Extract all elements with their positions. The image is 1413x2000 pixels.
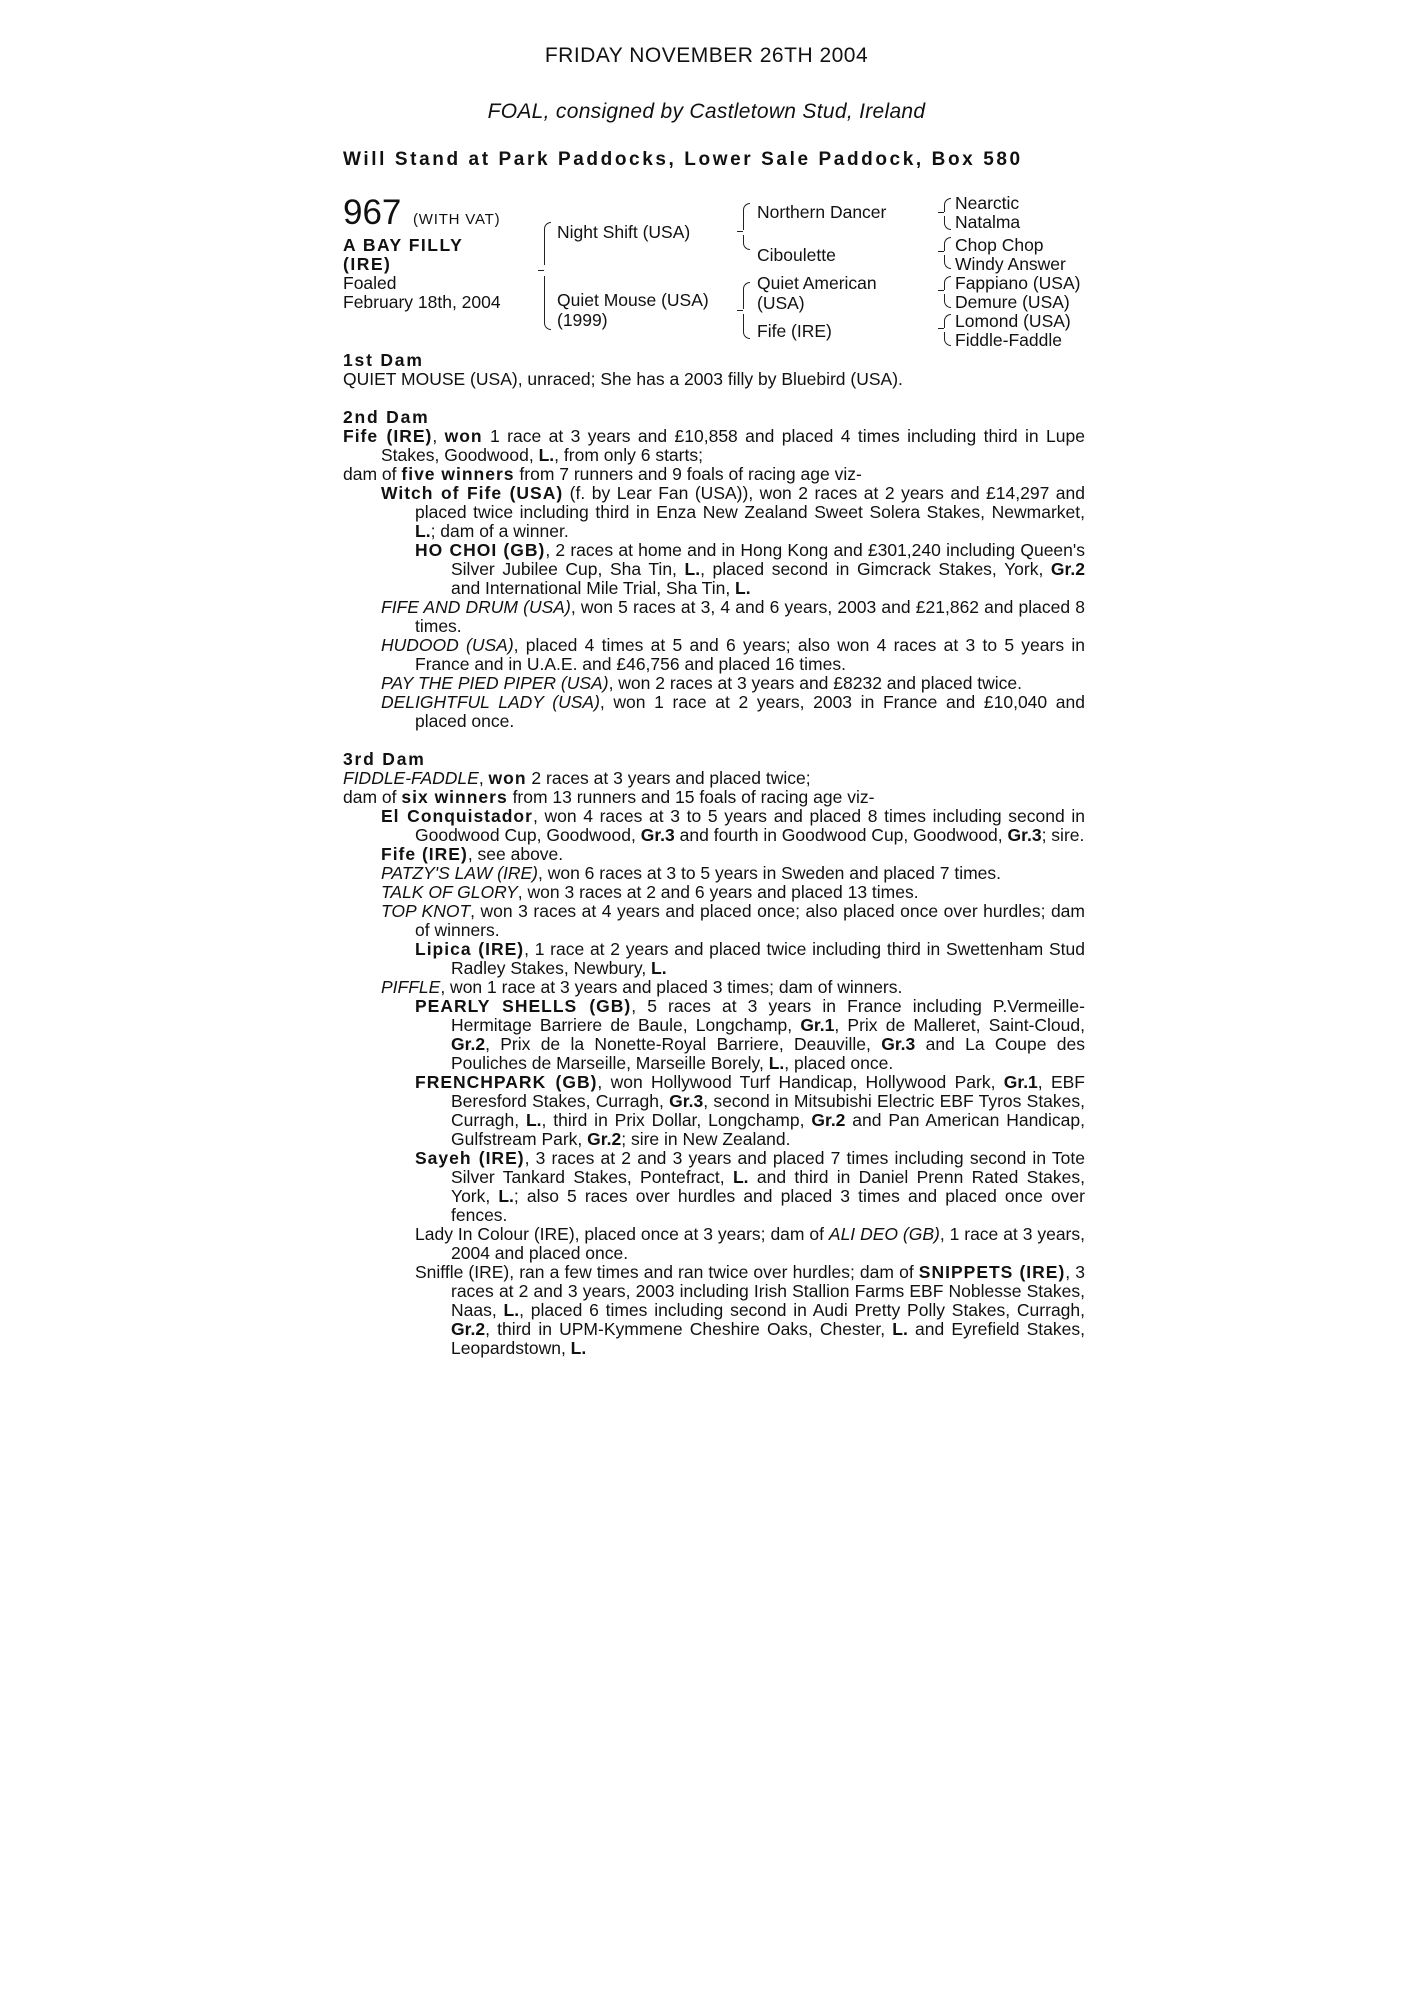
foaled-label: Foaled xyxy=(343,273,397,293)
third-dam-produce-summary: dam of six winners from 13 runners and 15 foals of racing age viz- xyxy=(343,787,875,807)
pedigree-brace-tip xyxy=(938,251,944,252)
produce-hudood: HUDOOD (USA), placed 4 times at 5 and 6 years; also won 4 races at 3 to 5 years in France and in U.A.E. and £46,756 and placed 16 times. xyxy=(381,635,1085,674)
produce-lipica: Lipica (IRE), 1 race at 2 years and placed twice including third in Swettenham Stud Radley Stakes, Newbury, L. xyxy=(415,939,1085,978)
pedigree-brace xyxy=(544,276,551,330)
produce-piffle: PIFFLE, won 1 race at 3 years and placed 3 times; dam of winners. xyxy=(381,977,903,997)
first-dam-title: 1st Dam xyxy=(343,350,424,370)
pedigree-brace xyxy=(544,222,551,265)
pedigree-dam-dam: Fife (IRE) xyxy=(757,321,832,341)
pedigree-dam-sire-line1: Quiet American xyxy=(757,273,877,293)
vat-note: (WITH VAT) xyxy=(413,211,501,228)
lot-number: 967 xyxy=(343,193,402,232)
pedigree-g4: Windy Answer xyxy=(955,254,1066,274)
produce-pearly-shells: PEARLY SHELLS (GB), 5 races at 3 years in France including P.Vermeille-Hermitage Barriere de Baule, Longchamp, Gr.1, Prix de Malleret, Saint-Cloud, Gr.2, Prix de la Nonette-Royal Barriere, Deauville, Gr.3 and La Coupe des Pouliches de Marseille, Marseille Borely, L., placed once. xyxy=(415,996,1085,1073)
pedigree-g3: Chop Chop xyxy=(955,235,1044,255)
produce-sniffle: Sniffle (IRE), ran a few times and ran twice over hurdles; dam of SNIPPETS (IRE), 3 races at 2 and 3 years, 2003 including Irish Stallion Farms EBF Noblesse Stakes, Naas, L., placed 6 times including second in Audi Pretty Polly Stakes, Curragh, Gr.2, third in UPM-Kymmene Cheshire Oaks, Chester, L. and Eyrefield Stakes, Leopardstown, L. xyxy=(415,1262,1086,1358)
pedigree-g7: Lomond (USA) xyxy=(955,311,1071,331)
pedigree-brace xyxy=(743,314,750,339)
produce-fife: Fife (IRE), see above. xyxy=(381,844,564,864)
sale-date: FRIDAY NOVEMBER 26TH 2004 xyxy=(544,44,869,67)
second-dam-section xyxy=(343,408,1085,731)
produce-patzys-law: PATZY'S LAW (IRE), won 6 races at 3 to 5 years in Sweden and placed 7 times. xyxy=(381,863,1002,883)
pedigree-g1: Nearctic xyxy=(955,193,1020,213)
pedigree-brace-tip xyxy=(938,290,944,291)
pedigree-brace-tip xyxy=(737,310,743,311)
lot-name-line1: A BAY FILLY xyxy=(343,235,464,255)
pedigree-brace xyxy=(944,332,951,346)
pedigree-brace-tip xyxy=(938,212,944,213)
pedigree-brace xyxy=(944,237,951,251)
pedigree-brace xyxy=(743,235,750,250)
lot-name-line2: (IRE) xyxy=(343,254,392,274)
produce-talk-of-glory: TALK OF GLORY, won 3 races at 2 and 6 years and placed 13 times. xyxy=(381,882,919,902)
third-dam-title: 3rd Dam xyxy=(343,749,426,769)
pedigree-dam-line2: (1999) xyxy=(557,310,608,330)
produce-el-conquistador: El Conquistador, won 4 races at 3 to 5 years and placed 8 times including second in Goodwood Cup, Goodwood, Gr.3 and fourth in Goodwood Cup, Goodwood, Gr.3; sire. xyxy=(381,806,1086,845)
produce-lady-in-colour: Lady In Colour (IRE), placed once at 3 years; dam of ALI DEO (GB), 1 race at 3 years, 2004 and placed once. xyxy=(415,1224,1085,1263)
pedigree-brace-tip xyxy=(737,231,743,232)
pedigree-dam-line1: Quiet Mouse (USA) xyxy=(557,290,709,310)
pedigree-g5: Fappiano (USA) xyxy=(955,273,1081,293)
first-dam-text: QUIET MOUSE (USA), unraced; She has a 2003 filly by Bluebird (USA). xyxy=(343,369,903,389)
produce-top-knot: TOP KNOT, won 3 races at 4 years and placed once; also placed once over hurdles; dam of winners. xyxy=(381,901,1085,940)
pedigree-g2: Natalma xyxy=(955,212,1021,232)
first-dam-section xyxy=(343,351,1085,389)
second-dam-record: Fife (IRE), won 1 race at 3 years and £10,858 and placed 4 times including third in Lupe Stakes, Goodwood, L., from only 6 starts; xyxy=(343,426,1085,465)
third-dam-section xyxy=(343,750,1085,1358)
produce-delightful-lady: DELIGHTFUL LADY (USA), won 1 race at 2 years, 2003 in France and £10,040 and placed once. xyxy=(381,692,1085,731)
second-dam-title: 2nd Dam xyxy=(343,407,430,427)
third-dam-record: FIDDLE-FADDLE, won 2 races at 3 years and placed twice; xyxy=(343,768,811,788)
foaled-date: February 18th, 2004 xyxy=(343,292,501,312)
produce-sayeh: Sayeh (IRE), 3 races at 2 and 3 years and placed 7 times including second in Tote Silver Tankard Stakes, Pontefract, L. and third in Daniel Prenn Rated Stakes, York, L.; also 5 races over hurdles and placed 3 times and placed once over fences. xyxy=(415,1148,1086,1225)
consignor-line: FOAL, consigned by Castletown Stud, Ireland xyxy=(487,100,926,123)
produce-frenchpark: FRENCHPARK (GB), won Hollywood Turf Handicap, Hollywood Park, Gr.1, EBF Beresford Stakes, Curragh, Gr.3, second in Mitsubishi Electric EBF Tyros Stakes, Curragh, L., third in Prix Dollar, Longchamp, Gr.2 and Pan American Handicap, Gulfstream Park, Gr.2; sire in New Zealand. xyxy=(415,1072,1086,1149)
pedigree-brace xyxy=(944,294,951,308)
pedigree-sire-sire: Northern Dancer xyxy=(757,202,887,222)
pedigree-g6: Demure (USA) xyxy=(955,292,1070,312)
pedigree-brace xyxy=(944,198,951,212)
produce-ho-choi: HO CHOI (GB), 2 races at home and in Hong Kong and £301,240 including Queen's Silver Jubilee Cup, Sha Tin, L., placed second in Gimcrack Stakes, York, Gr.2 and International Mile Trial, Sha Tin, L. xyxy=(415,540,1085,598)
pedigree-brace xyxy=(743,282,750,309)
pedigree-sire-dam: Ciboulette xyxy=(757,245,836,265)
paddock-location: Will Stand at Park Paddocks, Lower Sale Paddock, Box 580 xyxy=(343,149,1023,170)
pedigree-sire: Night Shift (USA) xyxy=(557,222,691,242)
second-dam-produce-summary: dam of five winners from 7 runners and 9 foals of racing age viz- xyxy=(343,464,862,484)
pedigree-brace-tip xyxy=(538,270,544,271)
produce-witch-of-fife: Witch of Fife (USA) (f. by Lear Fan (USA)), won 2 races at 2 years and £14,297 and placed twice including third in Enza New Zealand Sweet Solera Stakes, Newmarket, L.; dam of a winner. xyxy=(381,483,1086,541)
lot-info xyxy=(343,236,501,312)
pedigree-brace-tip xyxy=(938,328,944,329)
pedigree-brace xyxy=(944,216,951,230)
produce-pay-the-pied-piper: PAY THE PIED PIPER (USA), won 2 races at 3 years and £8232 and placed twice. xyxy=(381,673,1023,693)
pedigree-brace xyxy=(743,203,750,230)
produce-fife-and-drum: FIFE AND DRUM (USA), won 5 races at 3, 4 and 6 years, 2003 and £21,862 and placed 8 times. xyxy=(381,597,1085,636)
pedigree-brace xyxy=(944,276,951,290)
pedigree-g8: Fiddle-Faddle xyxy=(955,330,1062,350)
pedigree-brace xyxy=(944,314,951,328)
pedigree-dam-sire-line2: (USA) xyxy=(757,293,805,313)
pedigree-brace xyxy=(944,255,951,269)
